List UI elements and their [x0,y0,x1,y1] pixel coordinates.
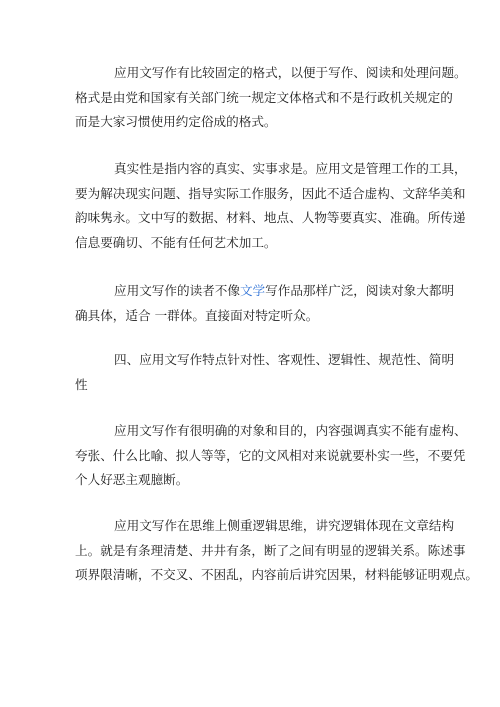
text-line: 而是大家习惯使用约定俗成的格式。 [75,114,277,129]
text-line: 上。就是有条理清楚、井井有条，断了之间有明显的逻辑关系。陈述事 [75,542,466,558]
text-line: 真实性是指内容的真实、实事求是。应用文是管理工作的工具， [114,161,467,176]
text-line: 个人好恶主观臆断。 [75,472,189,487]
text-line: 韵味隽永。文中写的数据、材料、地点、人物等要真实、准确。所传递 [75,210,466,225]
paragraph-logic [75,514,478,588]
literature-link[interactable]: 文学 [239,283,266,298]
text-segment: 写作品那样广泛，阅读对象大都明 [265,283,455,298]
text-line: 信息要确切、不能有任何艺术加工。 [75,234,277,250]
paragraph-truthfulness [75,157,467,255]
text-line: 应用文写作在思维上侧重逻辑思维，讲究逻辑体现在文章结构 [114,518,455,533]
paragraph-heading-features [75,348,455,397]
text-line: 要为解决现实问题、指导实际工作服务，因此不适合虚构、文辞华美和 [75,185,466,201]
text-line: 格式是由党和国家有关部门统一规定文体格式和不是行政机关规定的 [75,89,453,105]
text-line: 性 [75,376,88,392]
paragraph-objectivity [75,419,467,493]
text-segment: 应用文写作的读者不像 [114,283,240,298]
text-line: 夸张、什么比喻、拟人等等，它的文风相对来说就要朴实一些，不要凭 [75,447,466,463]
text-line [75,279,455,304]
text-line: 应用文写作有比较固定的格式，以便于写作、阅读和处理问题。 [114,65,467,80]
text-line: 确具体，适合 一群体。直接面对特定听众。 [75,307,319,323]
text-line: 四、应用文写作特点针对性、客观性、逻辑性、规范性、简明 [114,352,455,367]
paragraph-readers [75,279,455,328]
paragraph-format [75,61,467,135]
text-line: 应用文写作有很明确的对象和目的，内容强调真实不能有虚构、 [114,423,467,438]
text-line: 项界限清晰，不交叉、不困乱，内容前后讲究因果，材料能够证明观点。 [75,567,478,582]
